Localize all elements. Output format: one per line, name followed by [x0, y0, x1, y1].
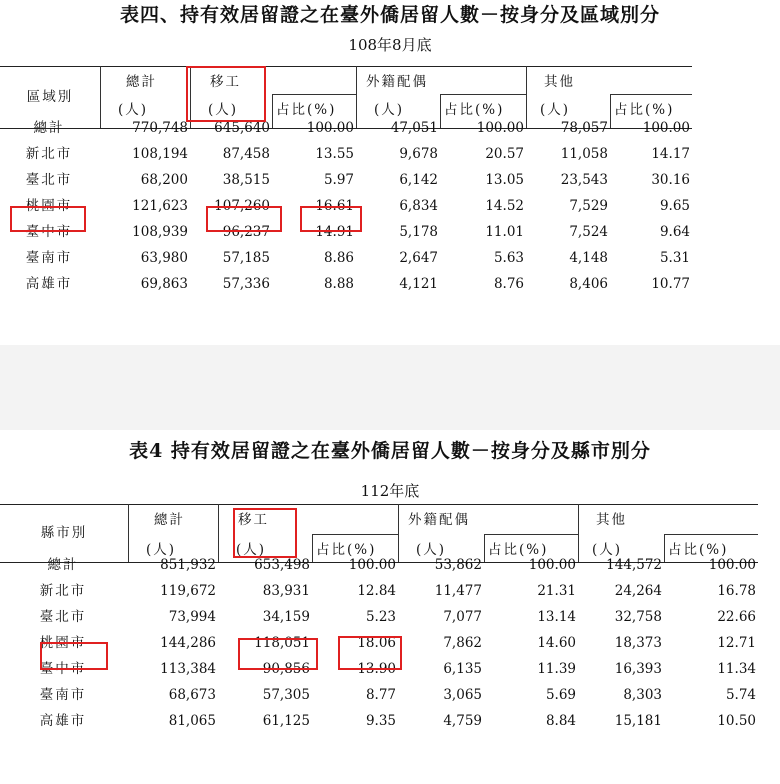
value-cell-migrant: 57,185: [222, 250, 270, 266]
value-cell-spouse: 7,862: [443, 635, 482, 651]
value-cell-migrant-share: 18.06: [357, 635, 396, 651]
value-cell-migrant: 87,458: [222, 146, 270, 162]
value-cell-migrant-share: 16.61: [315, 198, 354, 214]
header-migrant: 移工: [210, 74, 241, 90]
value-cell-total: 63,980: [140, 250, 188, 266]
header-spouse-share: 占比(%): [444, 102, 505, 118]
value-cell-migrant: 57,305: [262, 687, 310, 703]
value-cell-other: 8,303: [623, 687, 662, 703]
header-total: 總計: [126, 74, 157, 90]
value-cell-spouse: 2,647: [399, 250, 438, 266]
value-cell-migrant-share: 13.90: [357, 661, 396, 677]
region-cell: 桃園市: [25, 198, 73, 214]
value-cell-spouse-share: 14.60: [537, 635, 576, 651]
header-migrant-share: 占比(%): [276, 102, 337, 118]
value-cell-other-share: 16.78: [717, 583, 756, 599]
value-cell-other: 16,393: [614, 661, 662, 677]
value-cell-migrant-share: 13.55: [315, 146, 354, 162]
region-cell: 新北市: [25, 146, 73, 162]
value-cell-other: 23,543: [560, 172, 608, 188]
group-subrule: [440, 94, 526, 95]
value-cell-spouse: 6,135: [443, 661, 482, 677]
group-subrule: [312, 534, 398, 535]
value-cell-other-share: 5.74: [725, 687, 756, 703]
header-region: 區域別: [26, 89, 74, 105]
value-cell-migrant-share: 9.35: [365, 713, 396, 729]
panel-divider: [0, 345, 780, 430]
value-cell-other: 24,264: [614, 583, 662, 599]
value-cell-other: 144,572: [606, 557, 662, 573]
value-cell-migrant: 38,515: [222, 172, 270, 188]
value-cell-spouse: 6,834: [399, 198, 438, 214]
value-cell-total: 68,200: [140, 172, 188, 188]
value-cell-other-share: 10.77: [651, 276, 690, 292]
value-cell-spouse: 4,121: [399, 276, 438, 292]
value-cell-total: 69,863: [140, 276, 188, 292]
value-cell-spouse-share: 100.00: [476, 120, 524, 136]
region-cell: 桃園市: [39, 635, 87, 651]
header-spouse: 外籍配偶: [366, 74, 428, 90]
region-cell: 總計: [47, 557, 79, 573]
data-table: [0, 66, 692, 322]
value-cell-other: 7,529: [569, 198, 608, 214]
value-cell-other: 18,373: [614, 635, 662, 651]
value-cell-migrant: 96,237: [222, 224, 270, 240]
header-spouse-unit: (人): [374, 102, 405, 118]
highlight-box-migrant-share: [338, 636, 402, 670]
value-cell-spouse-share: 5.63: [493, 250, 524, 266]
value-cell-migrant: 118,051: [254, 635, 310, 651]
header-migrant-share: 占比(%): [316, 542, 377, 558]
region-cell: 臺中市: [39, 661, 87, 677]
header-total-unit: (人): [118, 102, 149, 118]
value-cell-other-share: 12.71: [717, 635, 756, 651]
table-top-rule: [0, 66, 692, 67]
value-cell-other: 78,057: [560, 120, 608, 136]
header-total: 總計: [154, 512, 185, 528]
header-other: 其他: [544, 74, 575, 90]
value-cell-spouse-share: 21.31: [537, 583, 576, 599]
value-cell-other-share: 100.00: [708, 557, 756, 573]
value-cell-total: 770,748: [132, 120, 188, 136]
value-cell-migrant-share: 5.23: [365, 609, 396, 625]
value-cell-spouse-share: 20.57: [485, 146, 524, 162]
value-cell-total: 108,194: [132, 146, 188, 162]
value-cell-spouse-share: 11.39: [537, 661, 576, 677]
region-cell: 臺中市: [25, 224, 73, 240]
value-cell-spouse: 11,477: [434, 583, 482, 599]
value-cell-other-share: 22.66: [717, 609, 756, 625]
region-cell: 臺南市: [39, 687, 87, 703]
value-cell-migrant: 61,125: [262, 713, 310, 729]
value-cell-other-share: 14.17: [651, 146, 690, 162]
table-title: 表4 持有效居留證之在臺外僑居留人數－按身分及縣市別分: [129, 440, 651, 462]
value-cell-other-share: 9.64: [659, 224, 690, 240]
value-cell-other-share: 11.34: [717, 661, 756, 677]
region-cell: 新北市: [39, 583, 87, 599]
table-title: 表四、持有效居留證之在臺外僑居留人數－按身分及區域別分: [119, 4, 660, 26]
value-cell-spouse-share: 13.05: [485, 172, 524, 188]
value-cell-spouse: 47,051: [390, 120, 438, 136]
value-cell-spouse: 53,862: [434, 557, 482, 573]
table-subtitle: 112年底: [360, 482, 420, 500]
value-cell-other: 7,524: [569, 224, 608, 240]
value-cell-spouse-share: 13.14: [537, 609, 576, 625]
value-cell-other: 8,406: [569, 276, 608, 292]
value-cell-migrant: 107,260: [214, 198, 270, 214]
value-cell-migrant-share: 8.77: [365, 687, 396, 703]
value-cell-other-share: 5.31: [659, 250, 690, 266]
value-cell-migrant: 645,640: [214, 120, 270, 136]
value-cell-spouse: 6,142: [399, 172, 438, 188]
value-cell-migrant-share: 8.88: [323, 276, 354, 292]
header-other-share: 占比(%): [614, 102, 675, 118]
header-migrant: 移工: [238, 512, 269, 528]
header-col-rule: [578, 504, 579, 562]
value-cell-migrant-share: 5.97: [323, 172, 354, 188]
value-cell-migrant: 57,336: [222, 276, 270, 292]
header-region: 縣市別: [40, 525, 88, 541]
header-migrant-unit: (人): [208, 102, 239, 118]
value-cell-other-share: 30.16: [651, 172, 690, 188]
highlight-box-migrantHead: [233, 508, 297, 558]
value-cell-spouse: 3,065: [443, 687, 482, 703]
region-cell: 總計: [33, 120, 65, 136]
value-cell-total: 81,065: [168, 713, 216, 729]
header-col-rule: [398, 504, 399, 562]
value-cell-spouse: 9,678: [399, 146, 438, 162]
value-cell-other: 15,181: [614, 713, 662, 729]
table-panel-2023: [0, 430, 780, 784]
value-cell-other-share: 100.00: [642, 120, 690, 136]
data-table: [0, 504, 758, 759]
value-cell-migrant-share: 14.91: [315, 224, 354, 240]
value-cell-spouse-share: 5.69: [545, 687, 576, 703]
table-panel-2019: [0, 0, 780, 345]
value-cell-total: 119,672: [160, 583, 216, 599]
header-total-unit: (人): [146, 542, 177, 558]
value-cell-total: 113,384: [160, 661, 216, 677]
group-subrule: [272, 94, 356, 95]
region-cell: 高雄市: [25, 276, 73, 292]
group-subrule: [484, 534, 578, 535]
group-subrule: [610, 94, 692, 95]
region-cell: 臺北市: [39, 609, 87, 625]
header-other-share: 占比(%): [668, 542, 729, 558]
table-top-rule: [0, 504, 758, 505]
highlight-box-migrant: [238, 638, 318, 670]
value-cell-total: 73,994: [168, 609, 216, 625]
value-cell-other-share: 9.65: [659, 198, 690, 214]
group-subrule: [664, 534, 758, 535]
value-cell-other: 32,758: [614, 609, 662, 625]
highlight-box-migrant: [206, 206, 282, 232]
value-cell-total: 121,623: [132, 198, 188, 214]
value-cell-migrant-share: 100.00: [348, 557, 396, 573]
region-cell: 臺北市: [25, 172, 73, 188]
highlight-box-region: [10, 206, 86, 232]
value-cell-migrant: 90,856: [262, 661, 310, 677]
value-cell-total: 851,932: [160, 557, 216, 573]
value-cell-spouse-share: 8.76: [493, 276, 524, 292]
value-cell-other: 4,148: [569, 250, 608, 266]
header-migrant-unit: (人): [236, 542, 267, 558]
highlight-box-migrantHead: [186, 66, 266, 122]
table-subtitle: 108年8月底: [348, 36, 432, 54]
value-cell-migrant: 653,498: [254, 557, 310, 573]
value-cell-migrant: 34,159: [262, 609, 310, 625]
value-cell-migrant-share: 12.84: [357, 583, 396, 599]
region-cell: 高雄市: [39, 713, 87, 729]
value-cell-total: 144,286: [160, 635, 216, 651]
value-cell-spouse-share: 14.52: [485, 198, 524, 214]
header-col-rule: [128, 504, 129, 562]
header-other-unit: (人): [540, 102, 571, 118]
value-cell-migrant-share: 8.86: [323, 250, 354, 266]
header-other: 其他: [596, 512, 627, 528]
value-cell-total: 68,673: [168, 687, 216, 703]
value-cell-spouse: 4,759: [443, 713, 482, 729]
value-cell-migrant: 83,931: [262, 583, 310, 599]
value-cell-other: 11,058: [560, 146, 608, 162]
header-spouse-unit: (人): [416, 542, 447, 558]
value-cell-spouse: 7,077: [443, 609, 482, 625]
value-cell-migrant-share: 100.00: [306, 120, 354, 136]
highlight-box-migrant-share: [300, 206, 362, 232]
header-other-unit: (人): [592, 542, 623, 558]
region-cell: 臺南市: [25, 250, 73, 266]
value-cell-spouse-share: 100.00: [528, 557, 576, 573]
value-cell-spouse-share: 11.01: [485, 224, 524, 240]
value-cell-spouse: 5,178: [399, 224, 438, 240]
header-spouse-share: 占比(%): [488, 542, 549, 558]
value-cell-spouse-share: 8.84: [545, 713, 576, 729]
value-cell-other-share: 10.50: [717, 713, 756, 729]
value-cell-total: 108,939: [132, 224, 188, 240]
highlight-box-region: [40, 642, 108, 670]
header-spouse: 外籍配偶: [408, 512, 470, 528]
header-col-rule: [218, 504, 219, 562]
